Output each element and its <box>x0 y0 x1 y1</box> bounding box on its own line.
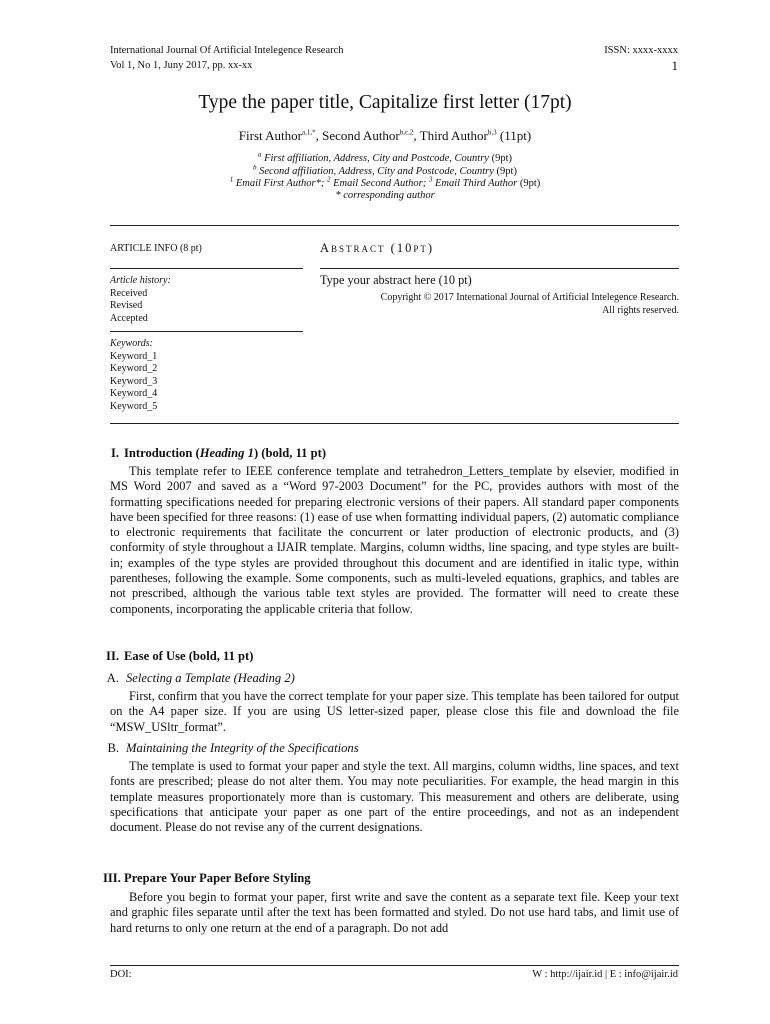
section-3-body <box>110 890 679 936</box>
email-1: Email First Author*; <box>233 178 327 189</box>
abstract-heading-c: (10 <box>385 241 414 255</box>
footer-rule <box>110 965 679 966</box>
affiliation-2-sup: b <box>253 163 257 172</box>
abstract-text: Type your abstract here (10 pt) <box>320 273 472 287</box>
email-3-sup: 3 <box>428 175 433 184</box>
section-2-heading <box>103 649 253 664</box>
section-1-body <box>110 464 679 617</box>
footer-contact: W : http://ijair.id | E : info@ijair.id <box>532 969 678 980</box>
subsection-2b-paragraph: The template is used to format your paper and style the text. All margins, column widths, line spaces, and text fonts are prescribed; please do not alter them. You may note peculiarities. For example, the head margin in this template measures proportionately more than is customary. This measurement and others are deliberate, using specifications that anticipate your paper as one part of the entire proceedings, and not as an independent document. Please do not revise any of the current designations. <box>110 759 679 835</box>
section-2-number: II. <box>106 649 119 663</box>
issn: ISSN: xxxx-xxxx <box>604 45 678 56</box>
history-revised: Revised <box>110 300 143 311</box>
affiliation-2-text: Second affiliation, Address, City and Postcode, Country <box>256 166 494 177</box>
abstract-heading-a: A <box>320 241 332 255</box>
author-first-sup: a,1,* <box>302 128 316 137</box>
author-third: , Third Author <box>413 128 488 143</box>
section-1-title-c: ) (bold, 11 pt) <box>253 446 327 460</box>
section-1-title-b: Heading 1 <box>199 446 254 460</box>
author-second: , Second Author <box>315 128 400 143</box>
email-line <box>0 175 770 191</box>
affiliation-1 <box>0 150 770 166</box>
article-info-rule <box>110 268 303 269</box>
affiliation-1-text: First affiliation, Address, City and Postcode, Country <box>261 153 489 164</box>
keywords-label: Keywords: <box>110 338 153 349</box>
subsection-2a-body <box>110 689 679 735</box>
section-2-title: Ease of Use (bold, 11 pt) <box>124 649 254 663</box>
footer-doi: DOI: <box>110 969 132 980</box>
keyword-item: Keyword_2 <box>110 363 158 374</box>
section-1-paragraph: This template refer to IEEE conference template and tetrahedron_Letters_template by elsevier, modified in MS Word 2007 and saved as a “Word 97-2003 Document” for the PC, provides authors with most of the formatting specifications needed for preparing electronic versions of their papers. All standard paper components have been specified for three reasons: (1) ease of use when formatting individual papers, (2) automatic compliance to electronic requirements that facilitate the concurrent or later production of electronic products, and (3) conformity of style throughout a IJAIR template. Margins, column widths, line spacing, and type styles are built-in; examples of the type styles are provided throughout this document and are identified in italic type, within parentheses, following the example. Some components, such as multi-leveled equations, graphics, and tables are not prescribed, although the various table text styles are provided. The formatter will need to create these components, incorporating the applicable criteria that follow. <box>110 464 679 616</box>
abstract-heading-d: PT <box>413 244 428 254</box>
subsection-2b-number: B. <box>107 741 119 755</box>
copyright-line-2: All rights reserved. <box>602 304 679 316</box>
author-first: First Author <box>238 128 303 143</box>
keywords-block <box>110 338 300 413</box>
affiliation-2-size: (9pt) <box>493 166 517 177</box>
journal-name: International Journal Of Artificial Intelegence Research <box>110 45 344 56</box>
affiliation-1-size: (9pt) <box>488 153 513 164</box>
page-number: 1 <box>671 58 678 73</box>
history-rule <box>110 331 303 332</box>
author-second-sup: b,c,2 <box>399 128 414 137</box>
author-size-note: (11pt) <box>496 128 532 143</box>
abstract-heading-e: ) <box>427 241 435 255</box>
email-2: Email Second Author; <box>330 178 429 189</box>
article-info-label: ARTICLE INFO (8 pt) <box>110 243 202 254</box>
section-1-title-a: Introduction ( <box>124 446 200 460</box>
keyword-item: Keyword_5 <box>110 400 158 412</box>
subsection-2a-title: Selecting a Template (Heading 2) <box>126 671 295 685</box>
subsection-2b-body <box>110 759 679 835</box>
bottom-rule <box>110 423 679 424</box>
top-rule <box>110 225 679 226</box>
volume-info: Vol 1, No 1, Juny 2017, pp. xx-xx <box>110 60 253 71</box>
copyright <box>320 292 679 317</box>
section-1-number: I. <box>110 446 119 460</box>
subsection-2a-paragraph: First, confirm that you have the correct template for your paper size. This template has been tailored for output on the A4 paper size. If you are using US letter-sized paper, please close this file and download the file “MSW_USltr_format”. <box>110 689 679 734</box>
author-line <box>0 128 770 144</box>
article-history-label: Article history: <box>110 275 171 286</box>
corresponding-note: * corresponding author <box>335 190 435 201</box>
keyword-item: Keyword_4 <box>110 388 158 399</box>
affiliation-2 <box>0 163 770 179</box>
abstract-heading <box>320 241 434 256</box>
section-3-number: III. <box>103 871 121 885</box>
affiliation-1-sup: a <box>257 150 262 159</box>
abstract-heading-b: BSTRACT <box>331 244 386 254</box>
subsection-2b-heading <box>106 741 359 756</box>
copyright-line-1: Copyright © 2017 International Journal of Artificial Intelegence Research. <box>380 292 679 303</box>
keyword-item: Keyword_3 <box>110 375 158 387</box>
article-history <box>110 275 300 325</box>
section-3-paragraph: Before you begin to format your paper, first write and save the content as a separate text file. Keep your text and graphic files separate until after the text has been formatted and styled. Do not use hard tabs, and limit use of hard returns to only one return at the end of a paragraph. Do not add <box>110 890 679 935</box>
section-1-heading <box>103 446 326 461</box>
paper-title: Type the paper title, Capitalize first letter (17pt) <box>198 92 572 113</box>
history-received: Received <box>110 287 148 299</box>
section-3-title: Prepare Your Paper Before Styling <box>124 871 311 885</box>
email-size: (9pt) <box>517 178 541 189</box>
section-3-heading <box>103 871 311 886</box>
subsection-2a-number: A. <box>106 671 119 685</box>
subsection-2a-heading <box>106 671 295 686</box>
keyword-item: Keyword_1 <box>110 350 158 362</box>
email-1-sup: 1 <box>229 175 234 184</box>
abstract-rule <box>320 268 679 269</box>
subsection-2b-title: Maintaining the Integrity of the Specifications <box>126 741 359 755</box>
email-3: Email Third Author <box>432 178 518 189</box>
author-third-sup: b,3 <box>487 128 497 137</box>
email-2-sup: 2 <box>326 175 331 184</box>
history-accepted: Accepted <box>110 312 148 324</box>
